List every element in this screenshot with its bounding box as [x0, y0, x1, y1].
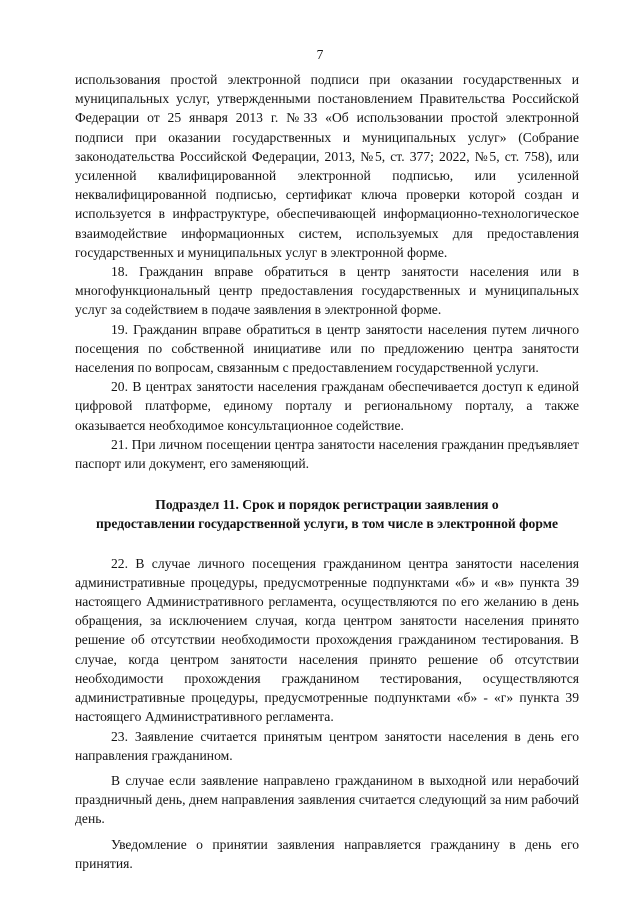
paragraph-19: 19. Гражданин вправе обратиться в центр занятости населения путем личного посещения по собственной инициативе или по предложению центра занятости населения по вопросам, связанным с предоставлением государственной услуги.: [75, 321, 579, 376]
section-heading-line-1: Подраздел 11. Срок и порядок регистрации заявления о: [155, 497, 499, 513]
section-heading: [75, 495, 579, 533]
paragraph-notification: Уведомление о принятии заявления направляется гражданину в день его принятия.: [75, 836, 579, 871]
section-heading-line-2: предоставлении государственной услуги, в том числе в электронной форме: [95, 516, 558, 532]
paragraph-weekend-rule: В случае если заявление направлено гражданином в выходной или нерабочий праздничный день, днем направления заявления считается следующий за ним рабочий день.: [75, 772, 579, 827]
paragraph-22: 22. В случае личного посещения гражданином центра занятости населения административные процедуры, предусмотренные подпунктами «б» и «в» пункта 39 настоящего Административного регламента, осуществляются по его желанию в день обращения, за исключением случая, когда центром занятости населения принято решение об отсутствии необходимости прохождения гражданином тестирования. В случае, когда центром занятости населения принято решение об отсутствии необходимости прохождения гражданином тестирования, осуществляются административные процедуры, предусмотренные подпунктами «б» - «г» пункта 39 настоящего Административного регламента.: [75, 555, 579, 725]
page-content: [75, 70, 579, 873]
page-number: 7: [316, 47, 324, 62]
paragraph-21: 21. При личном посещении центра занятости населения гражданин предъявляет паспорт или документ, его заменяющий.: [75, 436, 579, 472]
paragraph-23: 23. Заявление считается принятым центром занятости населения в день его направления гражданином.: [75, 728, 579, 763]
paragraph-continuation: использования простой электронной подписи при оказании государственных и муниципальных услуг, утвержденными постановлением Правительства Российской Федерации от 25 января 2013 г. №33 «Об использовании простой электронной подписи при оказании государственных и муниципальных услуг» (Собрание законодательства Российской Федерации, 2013, №5, ст. 377; 2022, №5, ст. 758), или усиленной квалифицированной электронной подписью, или усиленной неквалифицированной подписью, сертификат ключа проверки которой создан и используется в инфраструктуре, обеспечивающей информационно-технологическое взаимодействие информационных систем, используемых для предоставления государственных и муниципальных услуг в электронной форме.: [75, 72, 579, 260]
paragraph-20: 20. В центрах занятости населения гражданам обеспечивается доступ к единой цифровой платформе, единому порталу и региональному порталу, а также оказывается необходимое консультационное содействие.: [75, 379, 579, 433]
paragraph-18: 18. Гражданин вправе обратиться в центр занятости населения или в многофункциональный центр предоставления государственных и муниципальных услуг за содействием в подаче заявления в электронной форме.: [75, 264, 579, 318]
